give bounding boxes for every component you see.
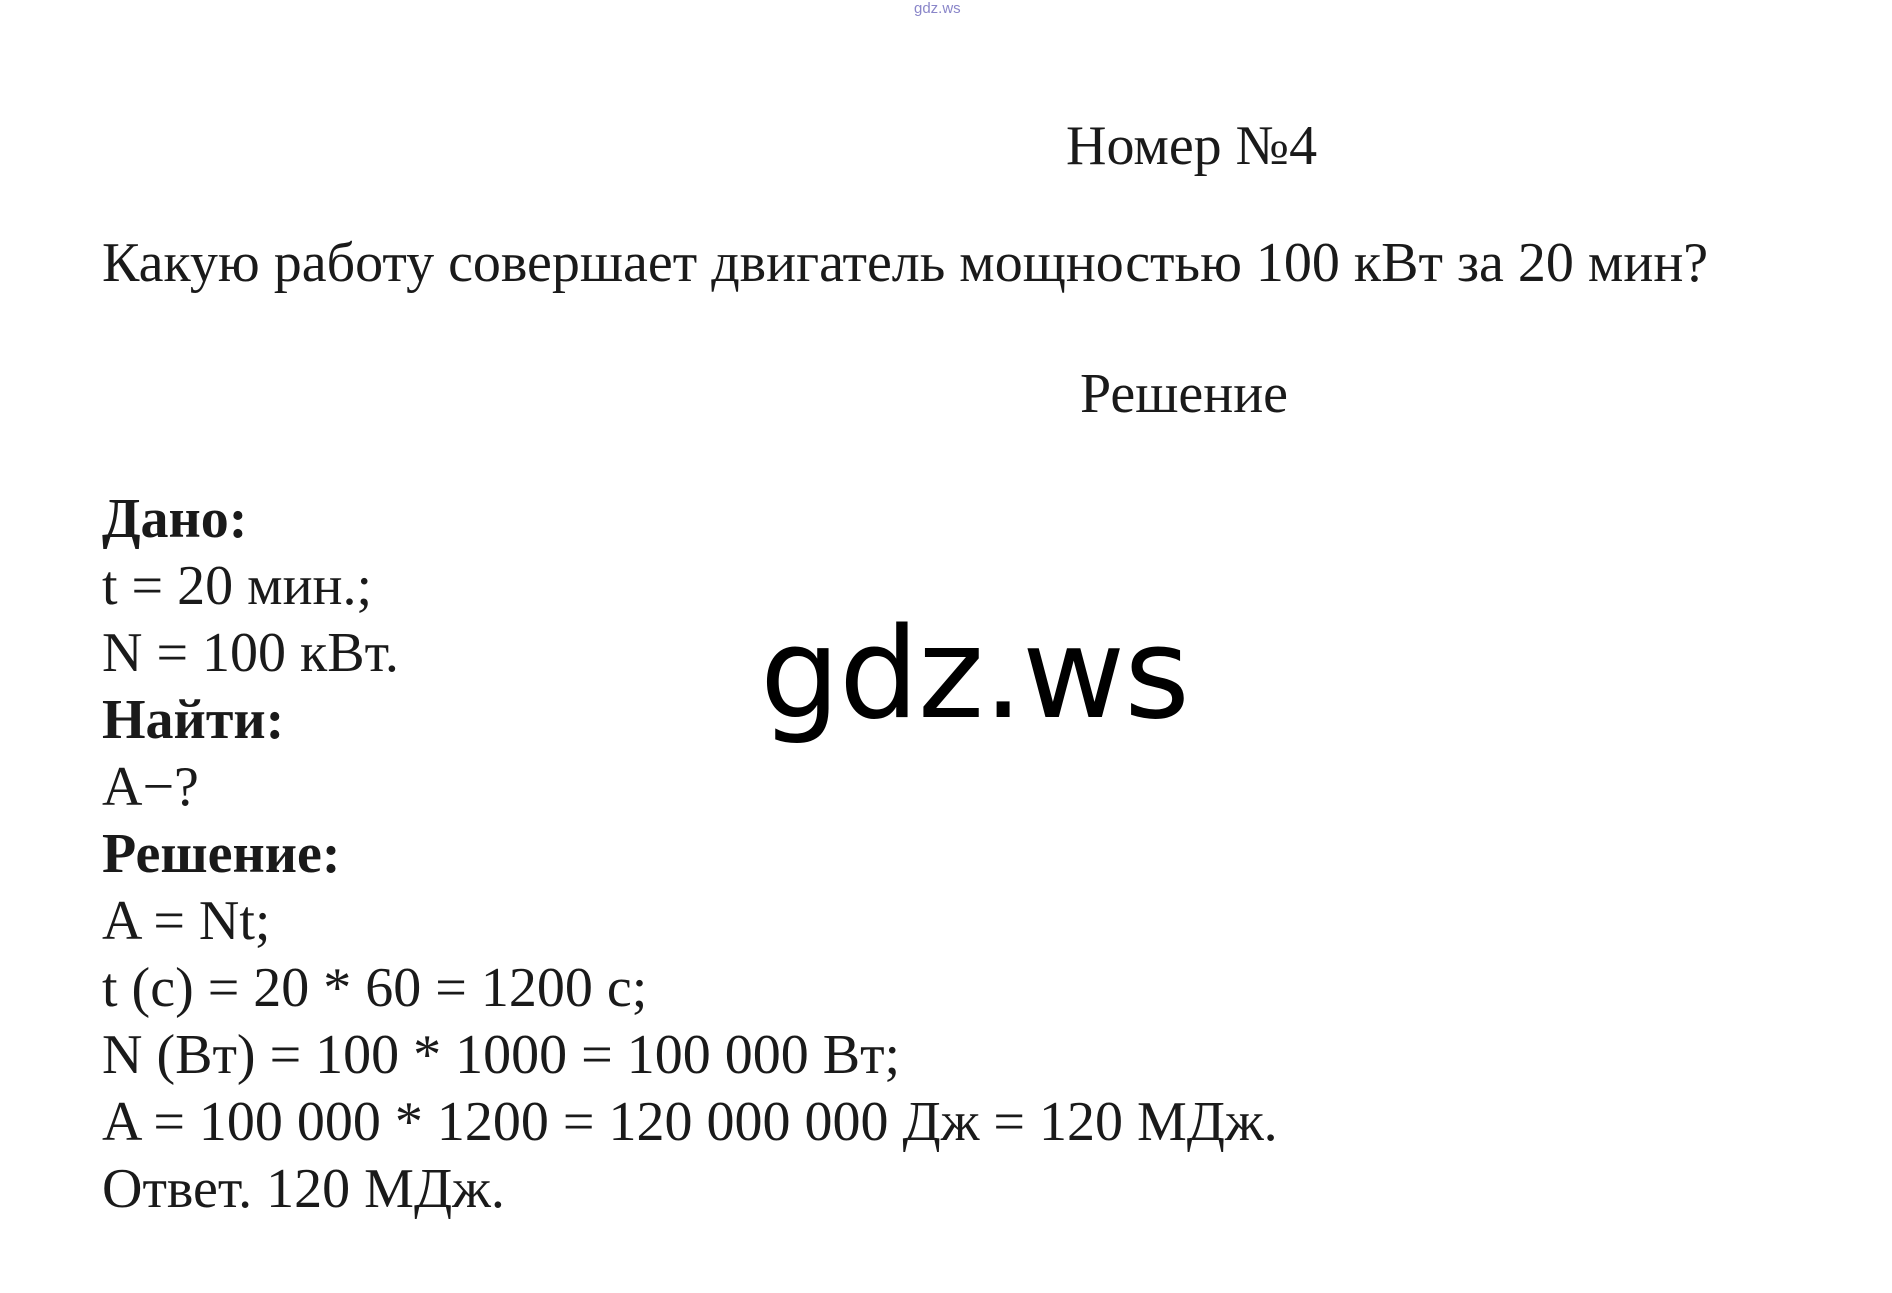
answer-line: Ответ. 120 МДж. bbox=[102, 1158, 505, 1220]
step-time-conversion: t (c) = 20 * 60 = 1200 c; bbox=[102, 957, 648, 1019]
solution-heading: Решение bbox=[1080, 363, 1289, 425]
given-label: Дано: bbox=[102, 488, 248, 550]
given-line-power: N = 100 кВт. bbox=[102, 622, 399, 684]
step-power-conversion: N (Вт) = 100 * 1000 = 100 000 Вт; bbox=[102, 1024, 901, 1086]
page-title: Номер №4 bbox=[1066, 115, 1318, 177]
find-line: A−? bbox=[102, 756, 199, 818]
step-formula: A = Nt; bbox=[102, 890, 271, 952]
solution-label: Решение: bbox=[102, 823, 341, 885]
given-line-time: t = 20 мин.; bbox=[102, 555, 373, 617]
step-work-calculation: A = 100 000 * 1200 = 120 000 000 Дж = 120 МДж. bbox=[102, 1091, 1278, 1153]
find-label: Найти: bbox=[102, 689, 285, 751]
question-text: Какую работу совершает двигатель мощностью 100 кВт за 20 мин? bbox=[102, 232, 1709, 294]
center-watermark: gdz.ws bbox=[760, 600, 1189, 747]
solution-body bbox=[102, 486, 1278, 1223]
top-watermark: gdz.ws bbox=[914, 0, 961, 17]
